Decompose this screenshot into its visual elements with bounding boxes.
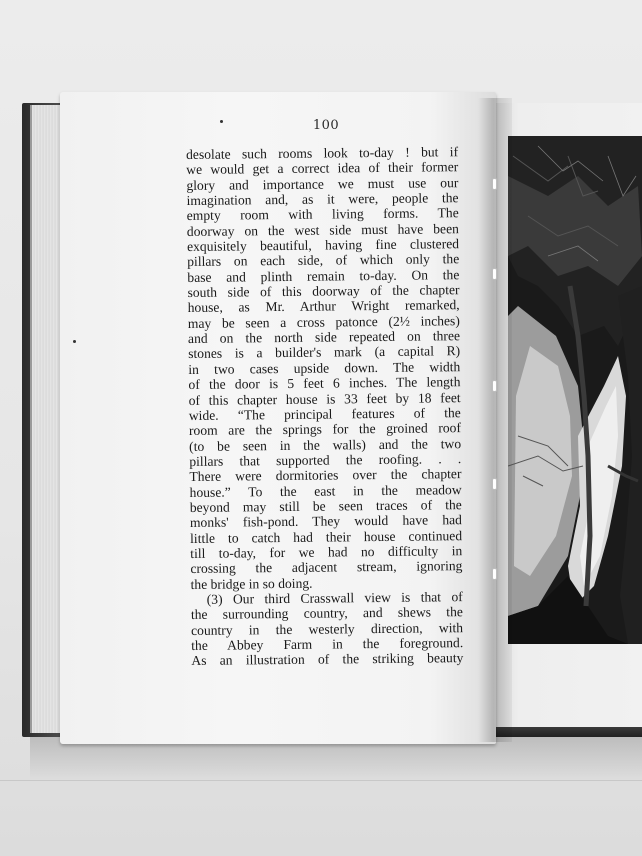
binding-stitch bbox=[492, 568, 497, 580]
text-line: may be seen a cross patonce (2½ inches) bbox=[187, 312, 460, 331]
text-line: and on the north side repeated on three bbox=[187, 328, 461, 347]
text-line: till to-day, for we had no difficulty in bbox=[190, 543, 463, 561]
text-line: empty room with living forms. The bbox=[186, 205, 459, 224]
text-line: monks' fish-pond. They would have had bbox=[189, 512, 462, 531]
text-line: There were dormitories over the chapter bbox=[189, 466, 462, 485]
binding-stitch bbox=[492, 478, 497, 490]
text-line: little to catch had their house continued bbox=[190, 527, 463, 546]
text-line: the bridge in so doing. bbox=[190, 575, 313, 592]
binding-stitch bbox=[492, 380, 497, 392]
text-line: glory and importance we must use our bbox=[186, 174, 459, 193]
text-line: stones is a builder's mark (a capital R) bbox=[188, 343, 461, 362]
plate-photograph bbox=[508, 136, 642, 644]
text-line: house, as Mr. Arthur Wright remarked, bbox=[187, 297, 460, 316]
text-line: the surrounding country, and shews the bbox=[190, 604, 463, 623]
text-line: south side of this doorway of the chapter bbox=[187, 282, 460, 301]
text-line: As an illustration of the striking beauty bbox=[191, 650, 464, 669]
paper-speck bbox=[220, 120, 223, 123]
text-line: of this chapter house is 33 feet by 18 feet bbox=[188, 389, 461, 408]
text-line: (3) Our third Crasswall view is that of bbox=[206, 589, 463, 607]
text-line: (to be seen in the walls) and the two bbox=[189, 435, 462, 454]
binding-stitch bbox=[492, 268, 497, 280]
paper-speck bbox=[73, 340, 76, 343]
text-line: country in the westerly direction, with bbox=[190, 619, 464, 638]
text-line: desolate such rooms look to-day ! but if bbox=[186, 144, 459, 162]
text-line: pillars that supported the roofing. . . bbox=[189, 451, 462, 469]
text-line: in two cases upside down. The width bbox=[188, 358, 461, 377]
text-line: pillars on each side, of which only the bbox=[187, 251, 460, 270]
text-line: base and plinth remain to-day. On the bbox=[187, 266, 460, 285]
text-line: crossing the adjacent stream, ignoring bbox=[190, 558, 463, 577]
text-line: imagination and, as it were, people the bbox=[186, 190, 459, 209]
landscape-photo-image bbox=[508, 136, 642, 644]
text-line: we would get a correct idea of their former bbox=[186, 159, 459, 178]
text-line: of the door is 5 feet 6 inches. The length bbox=[188, 374, 461, 393]
text-line: house.” To the east in the meadow bbox=[189, 481, 462, 500]
table-edge bbox=[0, 780, 642, 781]
binding-stitch bbox=[492, 178, 497, 190]
text-line: beyond may still be seen traces of the bbox=[189, 497, 462, 515]
text-line: room are the springs for the groined roof bbox=[188, 420, 462, 439]
text-line: exquisitely beautiful, having fine clustered bbox=[186, 236, 460, 255]
text-line: the Abbey Farm in the foreground. bbox=[191, 635, 464, 653]
page-body-text bbox=[186, 144, 463, 669]
page-number: 100 bbox=[312, 118, 340, 133]
text-line: wide. “The principal features of the bbox=[188, 404, 461, 423]
book-gutter bbox=[478, 98, 512, 742]
text-line: doorway on the west side must have been bbox=[186, 220, 459, 239]
